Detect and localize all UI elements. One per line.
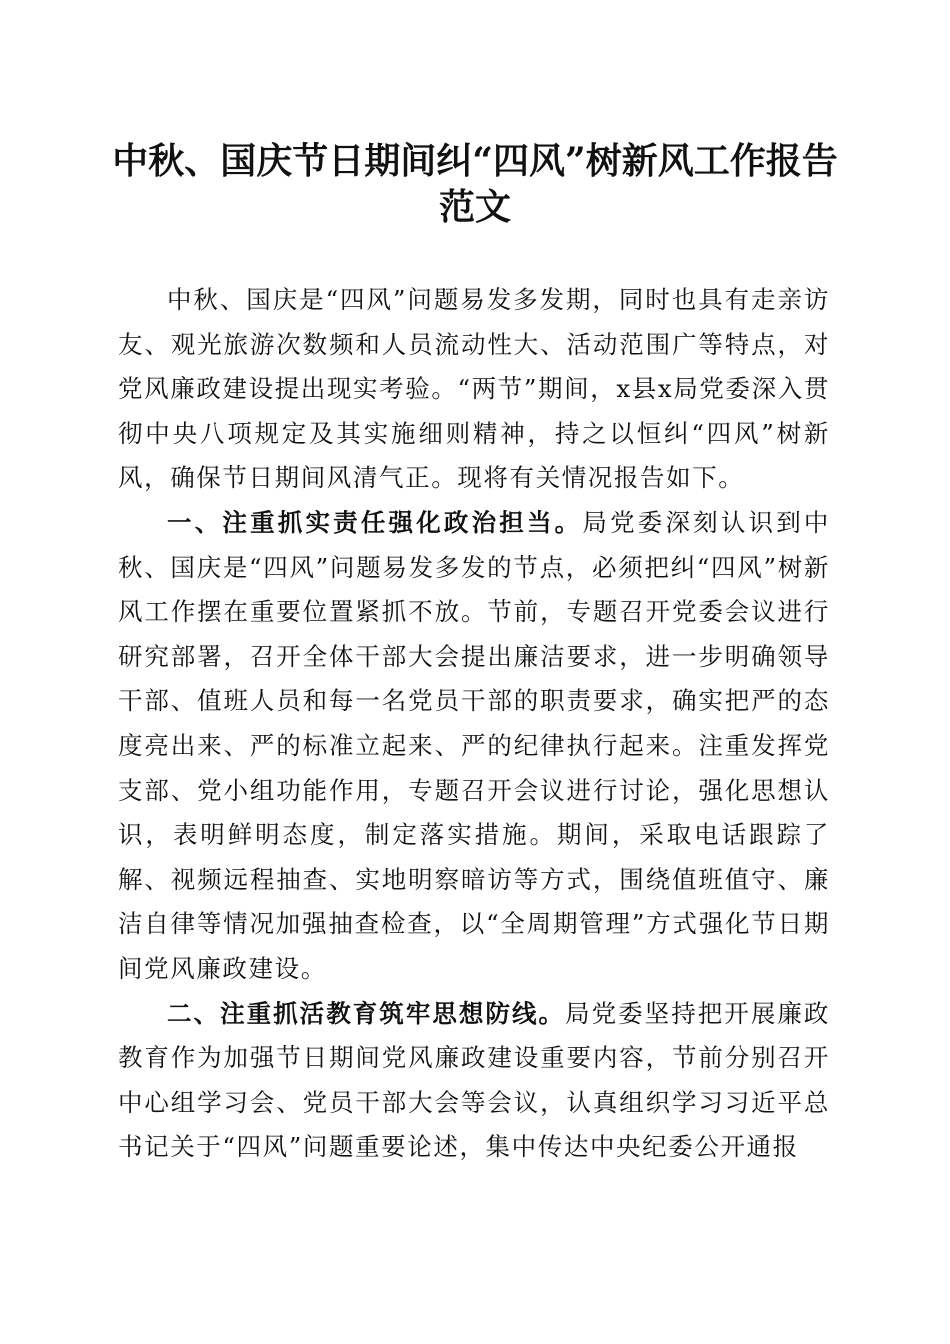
- section-one-text: 局党委深刻认识到中秋、国庆是“四风”问题易发多发的节点，必须把纠“四风”树新风工作摆在重要位置紧抓不放。节前，专题召开党委会议进行研究部署，召开全体干部大会提出廉洁要求，进一步明确领导干部、值班人员和每一名党员干部的职责要求，确实把严的态度亮出来、严的标准立起来、严的纪律执行起来。注重发挥党支部、党小组功能作用，专题召开会议进行讨论，强化思想认识，表明鲜明态度，制定落实措施。期间，采取电话跟踪了解、视频远程抽查、实地明察暗访等方式，围绕值班值守、廉洁自律等情况加强抽查检查，以“全周期管理”方式强化节日期间党风廉政建设。: [118, 507, 831, 983]
- document-body: [118, 278, 830, 1170]
- intro-paragraph: [118, 278, 830, 501]
- section-one-heading: 一、注重抓实责任强化政治担当。: [167, 507, 583, 537]
- section-two-paragraph: [118, 992, 830, 1170]
- section-one-paragraph: [118, 501, 830, 992]
- document-title: 中秋、国庆节日期间纠“四风”树新风工作报告范文: [112, 140, 838, 228]
- section-two-text: 局党委坚持把开展廉政教育作为加强节日期间党风廉政建设重要内容，节前分别召开中心组学习会、党员干部大会等会议，认真组织学习习近平总书记关于“四风”问题重要论述，集中传达中央纪委公开通报: [118, 998, 830, 1162]
- paragraph-text: 中秋、国庆是“四风”问题易发多发期，同时也具有走亲访友、观光旅游次数频和人员流动性大、活动范围广等特点，对党风廉政建设提出现实考验。“两节”期间，x县x局党委深入贯彻中央八项规定及其实施细则精神，持之以恒纠“四风”树新风，确保节日期间风清气正。现将有关情况报告如下。: [118, 285, 830, 493]
- section-two-heading: 二、注重抓活教育筑牢思想防线。: [167, 998, 566, 1028]
